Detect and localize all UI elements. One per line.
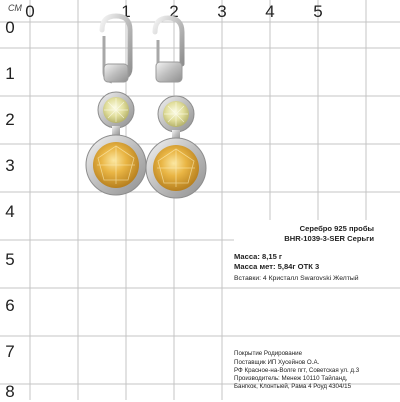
x-tick-3: 3 — [217, 2, 227, 21]
total-weight: Масса: 8,15 г — [234, 252, 283, 261]
y-tick-1: 1 — [5, 64, 15, 83]
manufacturer-address: Бангкок, Клонтыей, Рама 4 Роуд 4304/15 — [234, 383, 352, 390]
y-tick-4: 4 — [5, 202, 15, 221]
x-tick-0: 0 — [25, 2, 35, 21]
y-tick-2: 2 — [5, 110, 15, 129]
x-tick-5: 5 — [313, 2, 323, 21]
article-number: BHR-1039-3-SER Серьги — [284, 234, 374, 243]
earring-left — [86, 16, 146, 195]
coating: Покрытие Родирование — [234, 350, 303, 357]
y-tick-3: 3 — [5, 156, 15, 175]
earring-right — [146, 18, 206, 198]
y-tick-8: 8 — [5, 382, 15, 401]
x-tick-1: 1 — [121, 2, 131, 21]
metal-assay: Серебро 925 пробы — [299, 224, 374, 233]
y-tick-0: 0 — [5, 18, 15, 37]
manufacturer: Производитель: Менеж 10110 Тайланд, — [234, 375, 348, 382]
x-tick-2: 2 — [169, 2, 179, 21]
y-tick-6: 6 — [5, 296, 15, 315]
metal-weight: Масса мет: 5,84г ОТК 3 — [234, 262, 320, 271]
x-tick-4: 4 — [265, 2, 275, 21]
y-tick-7: 7 — [5, 342, 15, 361]
inserts: Вставки: 4 Кристалл Swarovski Желтый — [234, 275, 359, 282]
unit-label: СМ — [8, 3, 22, 13]
supplier: Поставщик ИП Хусейнов О.А. — [234, 359, 320, 366]
supplier-address: РФ Красное-на-Волге пгт, Советская ул. д.3 — [234, 367, 360, 374]
y-tick-5: 5 — [5, 250, 15, 269]
